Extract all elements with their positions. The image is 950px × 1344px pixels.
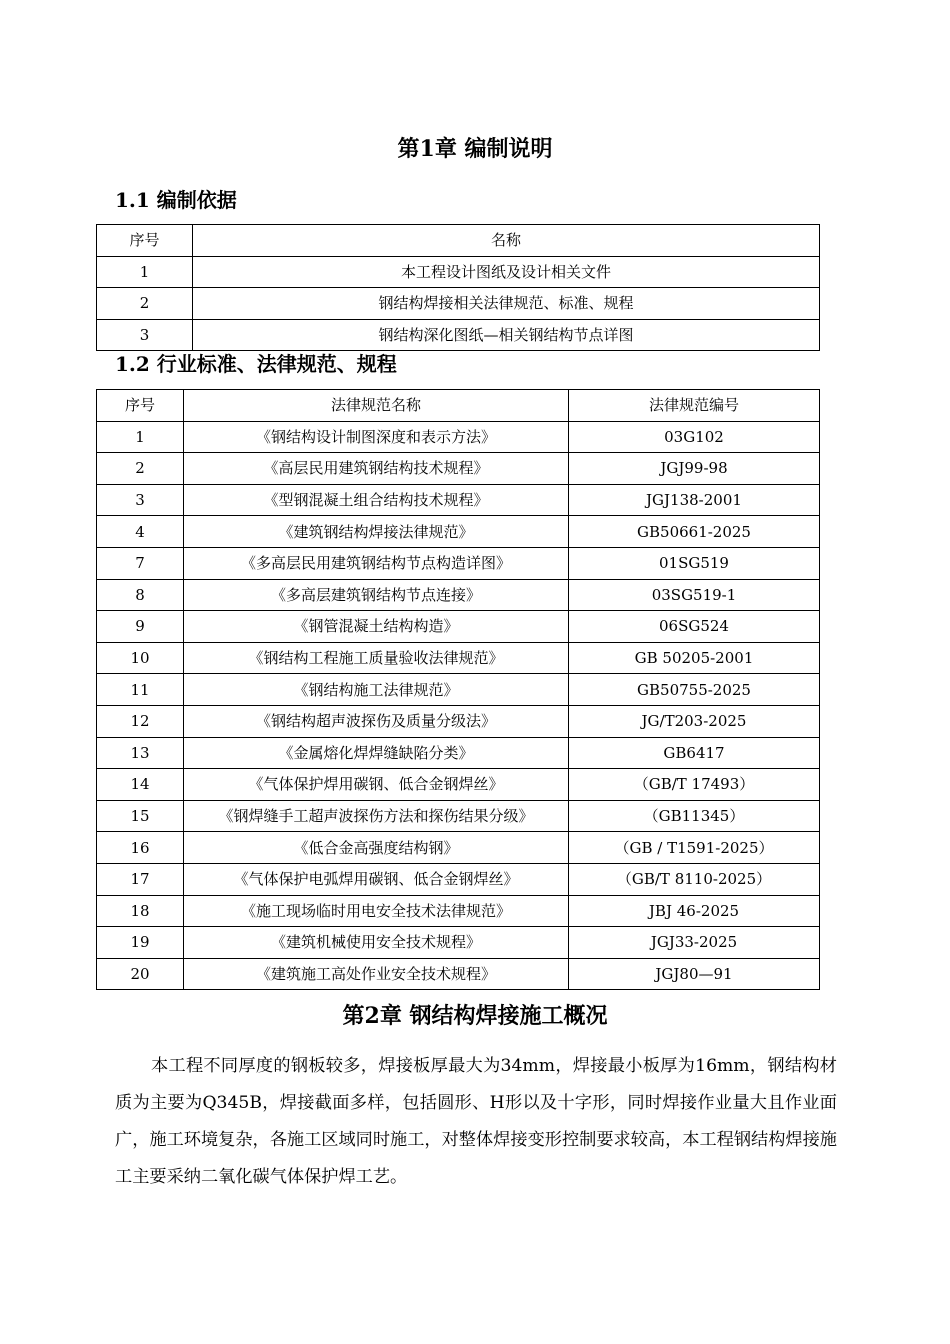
cell-standard-code: 03G102 (569, 421, 820, 453)
cell-standard-code: （GB/T 17493） (569, 769, 820, 801)
chapter-2-title: 第2章 钢结构焊接施工概况 (342, 1003, 608, 1029)
table-row (97, 737, 820, 769)
standards-table (96, 389, 820, 990)
cell-standard-name: 《钢管混凝土结构构造》 (184, 611, 569, 643)
table-row (97, 611, 820, 643)
cell-seq: 19 (97, 927, 184, 959)
table-row (97, 256, 820, 288)
table-row (97, 288, 820, 320)
cell-standard-name: 《钢结构工程施工质量验收法律规范》 (184, 642, 569, 674)
cell-standard-code: GB50661-2025 (569, 516, 820, 548)
cell-seq: 16 (97, 832, 184, 864)
cell-seq: 18 (97, 895, 184, 927)
standards-body (97, 421, 820, 990)
cell-standard-code: 01SG519 (569, 547, 820, 579)
table-row (97, 484, 820, 516)
table-row (97, 319, 820, 351)
cell-standard-code: JGJ80—91 (569, 958, 820, 990)
cell-standard-code: 03SG519-1 (569, 579, 820, 611)
cell-standard-name: 《钢结构设计制图深度和表示方法》 (184, 421, 569, 453)
cell-standard-name: 《多高层民用建筑钢结构节点构造详图》 (184, 547, 569, 579)
cell-name: 钢结构焊接相关法律规范、标准、规程 (193, 288, 820, 320)
cell-standard-code: JG/T203-2025 (569, 705, 820, 737)
cell-standard-name: 《高层民用建筑钢结构技术规程》 (184, 453, 569, 485)
cell-seq: 1 (97, 256, 193, 288)
basis-table (96, 224, 820, 351)
cell-standard-name: 《多高层建筑钢结构节点连接》 (184, 579, 569, 611)
section-1-2-title: 1.2 行业标准、法律规范、规程 (115, 352, 397, 376)
cell-seq: 3 (97, 484, 184, 516)
cell-standard-name: 《气体保护焊用碳钢、低合金钢焊丝》 (184, 769, 569, 801)
table-header-row (97, 390, 820, 422)
cell-seq: 12 (97, 705, 184, 737)
chapter-2-paragraph: 本工程不同厚度的钢板较多，焊接板厚最大为34mm，焊接最小板厚为16mm，钢结构材质为主要为Q345B，焊接截面多样，包括圆形、H形以及十字形，同时焊接作业量大且作业面广，施工环境复杂，各施工区域同时施工，对整体焊接变形控制要求较高，本工程钢结构焊接施工主要采纳二氧化碳气体保护焊工艺。 (115, 1056, 837, 1187)
cell-standard-code: JGJ138-2001 (569, 484, 820, 516)
cell-standard-name: 《施工现场临时用电安全技术法律规范》 (184, 895, 569, 927)
cell-seq: 1 (97, 421, 184, 453)
cell-standard-name: 《钢结构施工法律规范》 (184, 674, 569, 706)
header-standard-name: 法律规范名称 (184, 390, 569, 422)
cell-standard-name: 《建筑机械使用安全技术规程》 (184, 927, 569, 959)
cell-seq: 7 (97, 547, 184, 579)
cell-standard-code: GB50755-2025 (569, 674, 820, 706)
cell-seq: 13 (97, 737, 184, 769)
cell-standard-code: GB6417 (569, 737, 820, 769)
cell-seq: 17 (97, 863, 184, 895)
table-header-row (97, 225, 820, 257)
table-row (97, 958, 820, 990)
table-row (97, 800, 820, 832)
cell-seq: 20 (97, 958, 184, 990)
table-row (97, 547, 820, 579)
cell-standard-code: （GB/T 8110-2025） (569, 863, 820, 895)
table-row (97, 832, 820, 864)
table-row (97, 895, 820, 927)
cell-standard-name: 《气体保护电弧焊用碳钢、低合金钢焊丝》 (184, 863, 569, 895)
table-row (97, 863, 820, 895)
header-seq: 序号 (97, 225, 193, 257)
cell-seq: 10 (97, 642, 184, 674)
cell-seq: 4 (97, 516, 184, 548)
cell-standard-name: 《型钢混凝土组合结构技术规程》 (184, 484, 569, 516)
cell-seq: 2 (97, 288, 193, 320)
cell-seq: 2 (97, 453, 184, 485)
cell-standard-name: 《钢结构超声波探伤及质量分级法》 (184, 705, 569, 737)
chapter-1-title: 第1章 编制说明 (397, 136, 553, 162)
cell-name: 本工程设计图纸及设计相关文件 (193, 256, 820, 288)
cell-standard-code: JGJ33-2025 (569, 927, 820, 959)
cell-standard-code: （GB / T1591-2025） (569, 832, 820, 864)
cell-standard-code: GB 50205-2001 (569, 642, 820, 674)
table-row (97, 579, 820, 611)
cell-standard-name: 《建筑钢结构焊接法律规范》 (184, 516, 569, 548)
header-standard-code: 法律规范编号 (569, 390, 820, 422)
table-row (97, 516, 820, 548)
cell-standard-name: 《低合金高强度结构钢》 (184, 832, 569, 864)
table-row (97, 769, 820, 801)
cell-standard-code: 06SG524 (569, 611, 820, 643)
cell-seq: 15 (97, 800, 184, 832)
cell-seq: 8 (97, 579, 184, 611)
table-row (97, 927, 820, 959)
cell-name: 钢结构深化图纸—相关钢结构节点详图 (193, 319, 820, 351)
cell-seq: 3 (97, 319, 193, 351)
table-row (97, 674, 820, 706)
table-row (97, 705, 820, 737)
cell-standard-code: （GB11345） (569, 800, 820, 832)
cell-seq: 11 (97, 674, 184, 706)
cell-standard-name: 《钢焊缝手工超声波探伤方法和探伤结果分级》 (184, 800, 569, 832)
cell-standard-code: JBJ 46-2025 (569, 895, 820, 927)
table-row (97, 421, 820, 453)
cell-standard-name: 《建筑施工高处作业安全技术规程》 (184, 958, 569, 990)
cell-standard-name: 《金属熔化焊焊缝缺陷分类》 (184, 737, 569, 769)
header-seq: 序号 (97, 390, 184, 422)
cell-standard-code: JGJ99-98 (569, 453, 820, 485)
header-name: 名称 (193, 225, 820, 257)
section-1-1-title: 1.1 编制依据 (115, 188, 237, 212)
table-row (97, 453, 820, 485)
cell-seq: 14 (97, 769, 184, 801)
cell-seq: 9 (97, 611, 184, 643)
table-row (97, 642, 820, 674)
